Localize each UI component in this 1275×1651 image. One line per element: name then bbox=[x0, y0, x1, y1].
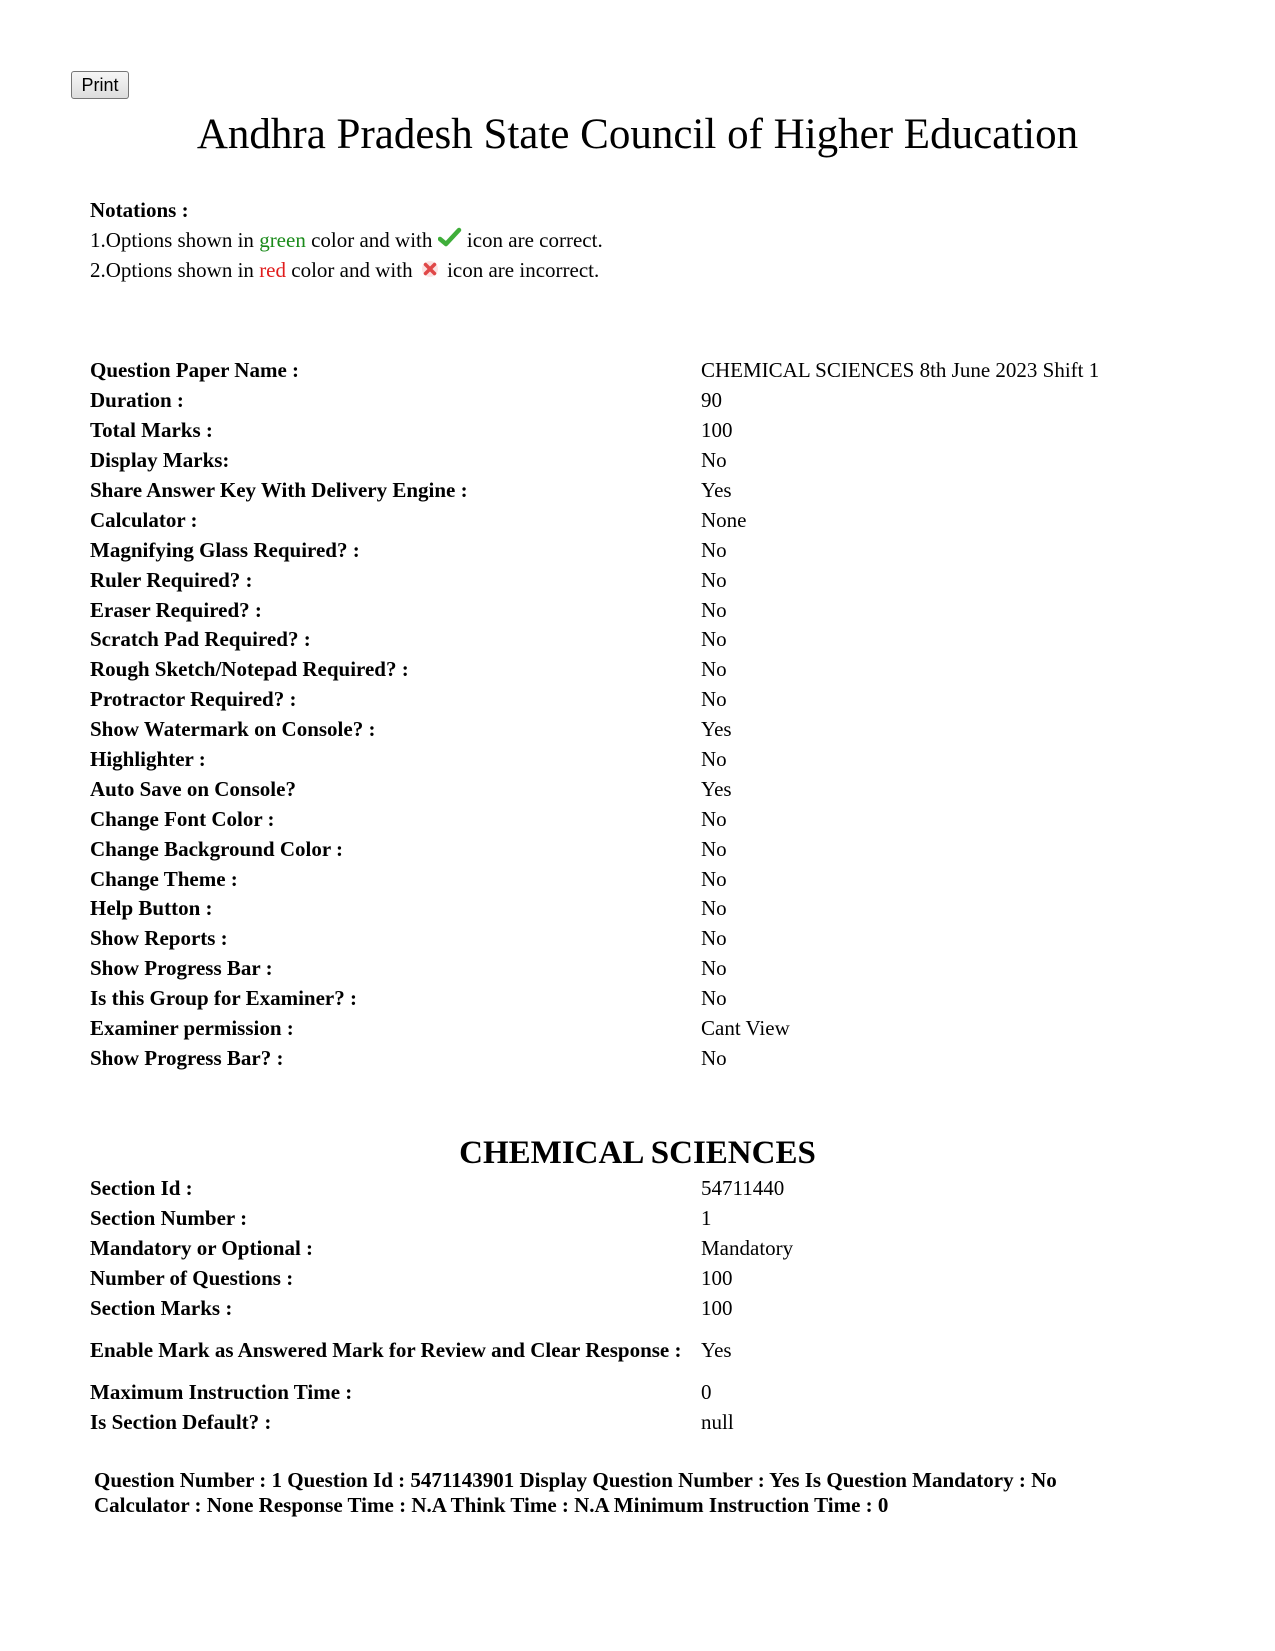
row-value: No bbox=[701, 567, 727, 592]
table-row bbox=[90, 804, 1099, 834]
row-value: CHEMICAL SCIENCES 8th June 2023 Shift 1 bbox=[701, 358, 1100, 383]
row-value: None bbox=[701, 507, 747, 532]
table-row bbox=[90, 984, 1099, 1014]
row-label: Section Id : bbox=[90, 1176, 193, 1201]
row-value: No bbox=[701, 1045, 727, 1070]
row-label: Display Marks: bbox=[90, 448, 230, 473]
notation-text: icon are correct. bbox=[461, 228, 603, 252]
row-label: Eraser Required? : bbox=[90, 597, 262, 622]
table-row bbox=[90, 655, 1099, 685]
table-row bbox=[90, 1043, 1099, 1073]
row-label: Show Watermark on Console? : bbox=[90, 717, 376, 742]
row-value: Yes bbox=[701, 1337, 732, 1362]
table-row bbox=[90, 505, 1099, 535]
table-row bbox=[90, 595, 1099, 625]
table-row bbox=[90, 565, 1099, 595]
row-label: Enable Mark as Answered Mark for Review and Clear Response : bbox=[90, 1337, 682, 1362]
table-row bbox=[90, 625, 1099, 655]
row-label: Ruler Required? : bbox=[90, 567, 253, 592]
row-label: Section Number : bbox=[90, 1206, 248, 1231]
question-info-line-1: Question Number : 1 Question Id : 5471143901 Display Question Number : Yes Is Question Mandatory : No bbox=[94, 1468, 1057, 1492]
row-value: Mandatory bbox=[701, 1236, 794, 1261]
row-value: 54711440 bbox=[701, 1176, 785, 1201]
table-row bbox=[90, 1264, 793, 1294]
row-label: Auto Save on Console? bbox=[90, 776, 296, 801]
row-value: No bbox=[701, 926, 727, 951]
green-word: green bbox=[259, 228, 306, 252]
notation-incorrect bbox=[90, 255, 603, 285]
notations bbox=[90, 195, 603, 285]
table-row bbox=[90, 774, 1099, 804]
notation-text: icon are incorrect. bbox=[441, 258, 600, 282]
table-row bbox=[90, 715, 1099, 745]
table-row bbox=[90, 1234, 793, 1264]
table-row bbox=[90, 685, 1099, 715]
table-row bbox=[90, 1377, 793, 1407]
row-value: Yes bbox=[701, 478, 732, 502]
row-label: Question Paper Name : bbox=[90, 358, 300, 383]
cross-icon bbox=[418, 257, 442, 279]
row-value: 1 bbox=[701, 1206, 712, 1231]
row-label: Section Marks : bbox=[90, 1296, 233, 1320]
row-value: 100 bbox=[701, 1296, 733, 1320]
table-row bbox=[90, 386, 1099, 416]
table-row bbox=[90, 446, 1099, 476]
row-value: No bbox=[701, 806, 727, 831]
row-value: No bbox=[701, 866, 727, 891]
row-value: 100 bbox=[701, 1266, 733, 1291]
table-row bbox=[90, 924, 1099, 954]
row-label: Number of Questions : bbox=[90, 1266, 294, 1291]
table-row bbox=[90, 356, 1099, 386]
table-row bbox=[90, 416, 1099, 446]
table-row bbox=[90, 1174, 793, 1204]
row-label: Highlighter : bbox=[90, 747, 206, 772]
row-value: 90 bbox=[701, 388, 722, 413]
question-info bbox=[94, 1468, 1214, 1518]
row-label: Duration : bbox=[90, 388, 184, 413]
row-label: Change Font Color : bbox=[90, 806, 275, 831]
row-value: Yes bbox=[701, 717, 732, 742]
row-label: Mandatory or Optional : bbox=[90, 1236, 314, 1261]
row-label: Magnifying Glass Required? : bbox=[90, 537, 360, 562]
table-row bbox=[90, 535, 1099, 565]
notation-correct bbox=[90, 225, 603, 255]
row-value: No bbox=[701, 657, 727, 682]
row-value: No bbox=[701, 537, 727, 562]
row-value: No bbox=[701, 687, 727, 712]
row-value: Yes bbox=[701, 776, 732, 801]
table-row bbox=[90, 745, 1099, 775]
row-label: Protractor Required? : bbox=[90, 687, 297, 712]
table-row bbox=[90, 476, 1099, 506]
row-value: 0 bbox=[701, 1379, 712, 1404]
row-label: Is Section Default? : bbox=[90, 1409, 272, 1434]
row-value: 100 bbox=[701, 418, 733, 443]
notation-text: 2.Options shown in bbox=[90, 258, 260, 282]
row-value: Cant View bbox=[701, 1016, 790, 1041]
table-row bbox=[90, 1014, 1099, 1044]
question-info-line-2: Calculator : None Response Time : N.A Think Time : N.A Minimum Instruction Time : 0 bbox=[94, 1493, 889, 1517]
row-label: Examiner permission : bbox=[90, 1016, 294, 1041]
page-title: Andhra Pradesh State Council of Higher Education bbox=[196, 111, 1079, 158]
table-row bbox=[90, 834, 1099, 864]
paper-info-table bbox=[90, 356, 1099, 1073]
row-label: Calculator : bbox=[90, 507, 198, 532]
red-word: red bbox=[259, 258, 287, 282]
table-row bbox=[90, 954, 1099, 984]
table-row bbox=[90, 1323, 793, 1377]
row-value: No bbox=[701, 956, 727, 981]
row-label: Change Background Color : bbox=[90, 836, 344, 861]
check-icon bbox=[438, 227, 462, 249]
row-value: No bbox=[701, 448, 727, 473]
table-row bbox=[90, 1294, 793, 1324]
row-label: Rough Sketch/Notepad Required? : bbox=[90, 657, 409, 682]
section-title: CHEMICAL SCIENCES bbox=[459, 1135, 816, 1171]
row-label: Is this Group for Examiner? : bbox=[90, 986, 357, 1011]
table-row bbox=[90, 1407, 793, 1437]
print-button[interactable]: Print bbox=[71, 71, 129, 99]
row-value: No bbox=[701, 747, 727, 772]
notations-heading: Notations : bbox=[90, 198, 189, 222]
notation-text: color and with bbox=[305, 228, 438, 252]
table-row bbox=[90, 1204, 793, 1234]
row-label: Show Reports : bbox=[90, 926, 228, 951]
row-label: Share Answer Key With Delivery Engine : bbox=[90, 478, 468, 502]
table-row bbox=[90, 864, 1099, 894]
row-label: Maximum Instruction Time : bbox=[90, 1379, 353, 1404]
row-value: No bbox=[701, 627, 727, 652]
row-value: null bbox=[701, 1409, 734, 1434]
section-info-table bbox=[90, 1174, 793, 1437]
table-row bbox=[90, 894, 1099, 924]
row-value: No bbox=[701, 836, 727, 861]
notation-text: 1.Options shown in bbox=[90, 228, 260, 252]
notation-text: color and with bbox=[286, 258, 418, 282]
row-label: Change Theme : bbox=[90, 866, 238, 891]
row-value: No bbox=[701, 896, 727, 921]
row-label: Total Marks : bbox=[90, 418, 213, 443]
row-label: Help Button : bbox=[90, 896, 213, 921]
row-value: No bbox=[701, 597, 727, 622]
row-label: Show Progress Bar? : bbox=[90, 1045, 284, 1070]
row-value: No bbox=[701, 986, 727, 1011]
row-label: Show Progress Bar : bbox=[90, 956, 273, 981]
row-label: Scratch Pad Required? : bbox=[90, 627, 311, 652]
